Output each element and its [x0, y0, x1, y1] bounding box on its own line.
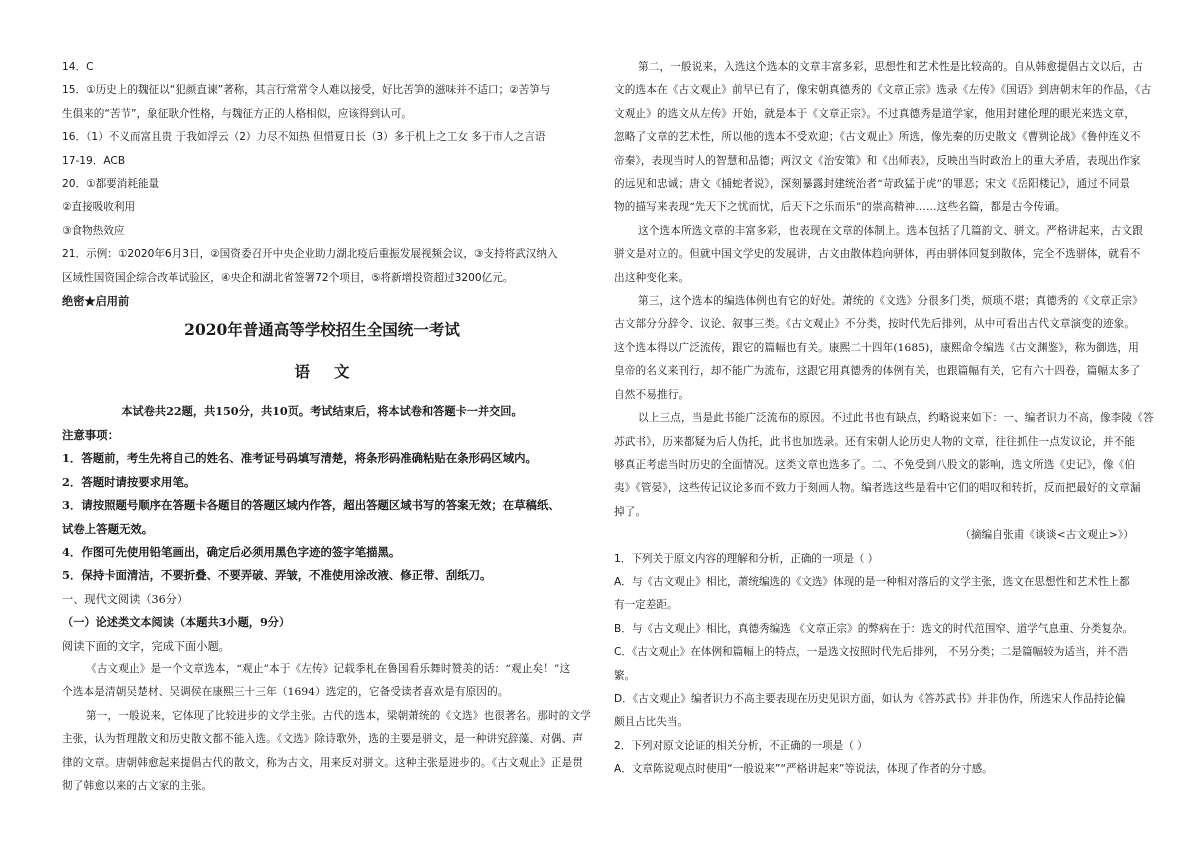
- passage-line: 夷》《管晏》，这些传记议论多而不致力于刻画人物。编者选这些是看中它们的唱叹和转折，反而把最好的文章漏: [614, 482, 1141, 495]
- section-1-1-heading: （一）论述类文本阅读（本题共3小题，9分）: [62, 615, 291, 630]
- passage-line: 这个选本所选文章的丰富多彩，也表现在文章的体制上。选本包括了几篇韵文、骈文。严格讲起来，古文跟: [638, 224, 1143, 237]
- question-1-option-b: B．与《古文观止》相比，真德秀编选 《文章正宗》的弊病在于：选文的时代范围窄、道学气息重、分类复杂。: [614, 622, 1134, 635]
- passage-line: 以上三点，当是此书能广泛流布的原因。不过此书也有缺点，约略说来如下：一、编者识力不高，像李陵《答: [638, 412, 1154, 425]
- answer-21: 21．示例：①2020年6月3日，②国资委召开中央企业助力湖北疫后重振发展视频会议，③支持将武汉纳入: [62, 248, 558, 261]
- passage-line: 出这种变化来。: [614, 271, 690, 284]
- note-3-cont: 试卷上答题无效。: [62, 521, 154, 536]
- passage-line: 个选本是清朝吴楚材、吴调侯在康熙三十三年（1694）选定的，它备受读者喜欢是有原因的。: [62, 686, 509, 699]
- note-5: 5．保持卡面清洁，不要折叠、不要弄破、弄皱，不准使用涂改液、修正带、刮纸刀。: [62, 568, 492, 583]
- passage-line: 古文部分分辞令、议论、叙事三类。《古文观止》不分类，按时代先后排列，从中可看出古代文章演变的迹象。: [614, 318, 1136, 331]
- passage-line: 物的描写来表现“先天下之忧而忧，后天下之乐而乐”的崇高精神……这些名篇，都是古今传诵。: [614, 201, 1066, 214]
- answer-15: 15．①历史上的魏征以“犯颜直谏”著称，其言行常常令人难以接受，好比苦笋的滋味并不适口；②苦笋与: [62, 84, 551, 97]
- passage-line: 苏武书》，历来都疑为后人伪托，此书也加选录。还有宋朝人论历史人物的文章，往往抓住一点发议论，并不能: [614, 435, 1136, 448]
- passage-line: 文观止》的选文从左传》开始，就是本于《文章正宗》。不过真德秀是道学家，他用封建伦理的眼光来选文章，: [614, 107, 1136, 120]
- passage-line: 帝秦》，表现当时人的智慧和品德；两汉文《治安策》和《出师表》，反映出当时政治上的重大矛盾，表现出作家: [614, 154, 1141, 167]
- passage-source: （摘编自张甫《谈谈<古文观止>》）: [960, 529, 1134, 542]
- question-2-option-a: A．文章陈说观点时使用“一般说来”“严格讲起来”等说法，体现了作者的分寸感。: [614, 763, 993, 776]
- question-1-option-a: A．与《古文观止》相比，萧统编选的《文选》体现的是一种相对落后的文学主张，选文在思想性和艺术性上都: [614, 575, 1130, 588]
- passage-line: 第二，一般说来，入选这个选本的文章丰富多彩，思想性和艺术性是比较高的。自从韩愈提倡古文以后，古: [638, 61, 1143, 73]
- passage-line: 主张，认为哲理散文和历史散文都不能入选。《文选》除诗歌外，选的主要是骈文，是一种讲究辞藻、对偶、声: [62, 733, 584, 746]
- passage-line: 律的文章。唐朝韩愈起来提倡古代的散文，称为古文，用来反对骈文。这种主张是进步的。《古文观止》正是贯: [62, 756, 584, 769]
- passage-line: 够真正考虑当时历史的全面情况。这类文章也选多了。二、不免受到八股文的影响，选文所选《史记》，像《伯: [614, 458, 1136, 471]
- secret-label: 绝密★启用前: [62, 294, 130, 309]
- answer-20-3: ③食物热效应: [62, 224, 125, 237]
- note-3: 3．请按照题号顺序在答题卡各题目的答题区域内作答，超出答题区域书写的答案无效；在草稿纸、: [62, 498, 560, 513]
- question-1-option-c-cont: 繁。: [614, 669, 636, 682]
- answer-15-cont: 生俱来的“苦节”，象征耿介性格，与魏征方正的人格相似，应该得到认可。: [62, 107, 412, 120]
- question-2: 2．下列对原文论证的相关分析，不正确的一项是（ ）: [614, 739, 868, 752]
- passage-line: 皇帝的名义来刊行，却不能广为流布，这跟它用真德秀的体例有关，也跟篇幅有关，它有六十四卷，篇幅太多了: [614, 365, 1141, 378]
- answer-20: 20．①都要消耗能量: [62, 178, 160, 191]
- exam-info: 本试卷共22题，共150分，共10页。考试结束后，将本试卷和答题卡一并交回。: [121, 404, 523, 419]
- answer-16: 16．（1）不义而富且贵 于我如浮云（2）力尽不知热 但惜夏日长（3）多于机上之工女 多于市人之言语: [62, 131, 546, 144]
- question-1-option-c: C．《古文观止》在体例和篇幅上的特点，一是选文按照时代先后排列， 不另分类；二是篇幅较为适当，并不浩: [614, 646, 1128, 659]
- note-2: 2．答题时请按要求用笔。: [62, 474, 196, 489]
- answer-20-2: ②直接吸收利用: [62, 201, 136, 214]
- passage-line: 这个选本得以广泛流传，跟它的篇幅也有关。康熙二十四年(1685)，康熙命令编选《古文渊鉴》，称为御选，用: [614, 341, 1140, 354]
- passage-line: 文的选本在《古文观止》前早已有了，像宋朝真德秀的《文章正宗》选录《左传》《国语》到唐朝末年的作品，《古: [614, 84, 1152, 97]
- section-1-heading: 一、现代文阅读（36分）: [62, 592, 189, 606]
- subject-title: 语文: [294, 361, 374, 381]
- passage-line: 骈文是对立的。但就中国文学史的发展讲，古文由散体趋向骈体，再由骈体回复到散体，完全不选骈体，就看不: [614, 248, 1141, 261]
- question-1-option-a-cont: 有一定差距。: [614, 599, 678, 612]
- passage-line: 掉了。: [614, 505, 647, 518]
- question-1-option-d: D．《古文观止》编者识力不高主要表现在历史见识方面，如认为《答苏武书》并非伪作，所选宋人作品持论偏: [614, 692, 1126, 705]
- passage-line: 第一，一般说来，它体现了比较进步的文学主张。古代的选本，梁朝萧统的《文选》也很著名。那时的文学: [86, 709, 591, 722]
- exam-title: 2020年普通高等学校招生全国统一考试: [184, 320, 460, 340]
- passage-line: 自然不易推行。: [614, 388, 690, 401]
- note-1: 1．答题前，考生先将自己的姓名、准考证号码填写清楚，将条形码准确粘贴在条形码区域内。: [62, 451, 537, 466]
- passage-line: 彻了韩愈以来的古文家的主张。: [62, 779, 213, 792]
- left-column: [62, 56, 591, 798]
- passage-line: 忽略了文章的艺术性，所以他的选本不受欢迎；《古文观止》所选，像先秦的历史散文《曹刿论战》《鲁仲连义不: [614, 131, 1141, 144]
- right-column: [614, 56, 1154, 782]
- answer-14: 14．C: [62, 61, 94, 73]
- question-1-option-d-cont: 颇且占比失当。: [614, 716, 689, 729]
- answer-17-19: 17-19．ACB: [62, 154, 126, 167]
- note-4: 4．作图可先使用铅笔画出，确定后必须用黑色字迹的签字笔描黑。: [62, 544, 401, 559]
- passage-line: 《古文观止》是一个文章选本，“观止”本于《左传》记载季札在鲁国看乐舞时赞美的话：“观止矣！”这: [86, 662, 571, 675]
- reading-instruction: 阅读下面的文字，完成下面小题。: [62, 639, 230, 653]
- notes-title: 注意事项：: [62, 427, 119, 442]
- answer-21-cont: 区域性国资国企综合改革试验区，④央企和湖北省签署72个项目，⑤将新增投资超过3200亿元。: [62, 271, 514, 284]
- passage-line: 第三，这个选本的编选体例也有它的好处。萧统的《文选》分很多门类，烦琐不堪；真德秀的《文章正宗》: [638, 295, 1143, 308]
- question-1: 1．下列关于原文内容的理解和分析，正确的一项是（ ）: [614, 552, 879, 565]
- passage-line: 的远见和忠诚；唐文《捕蛇者说》，深刻暴露封建统治者“苛政猛于虎”的罪恶；宋文《岳阳楼记》，通过不同景: [614, 178, 1131, 191]
